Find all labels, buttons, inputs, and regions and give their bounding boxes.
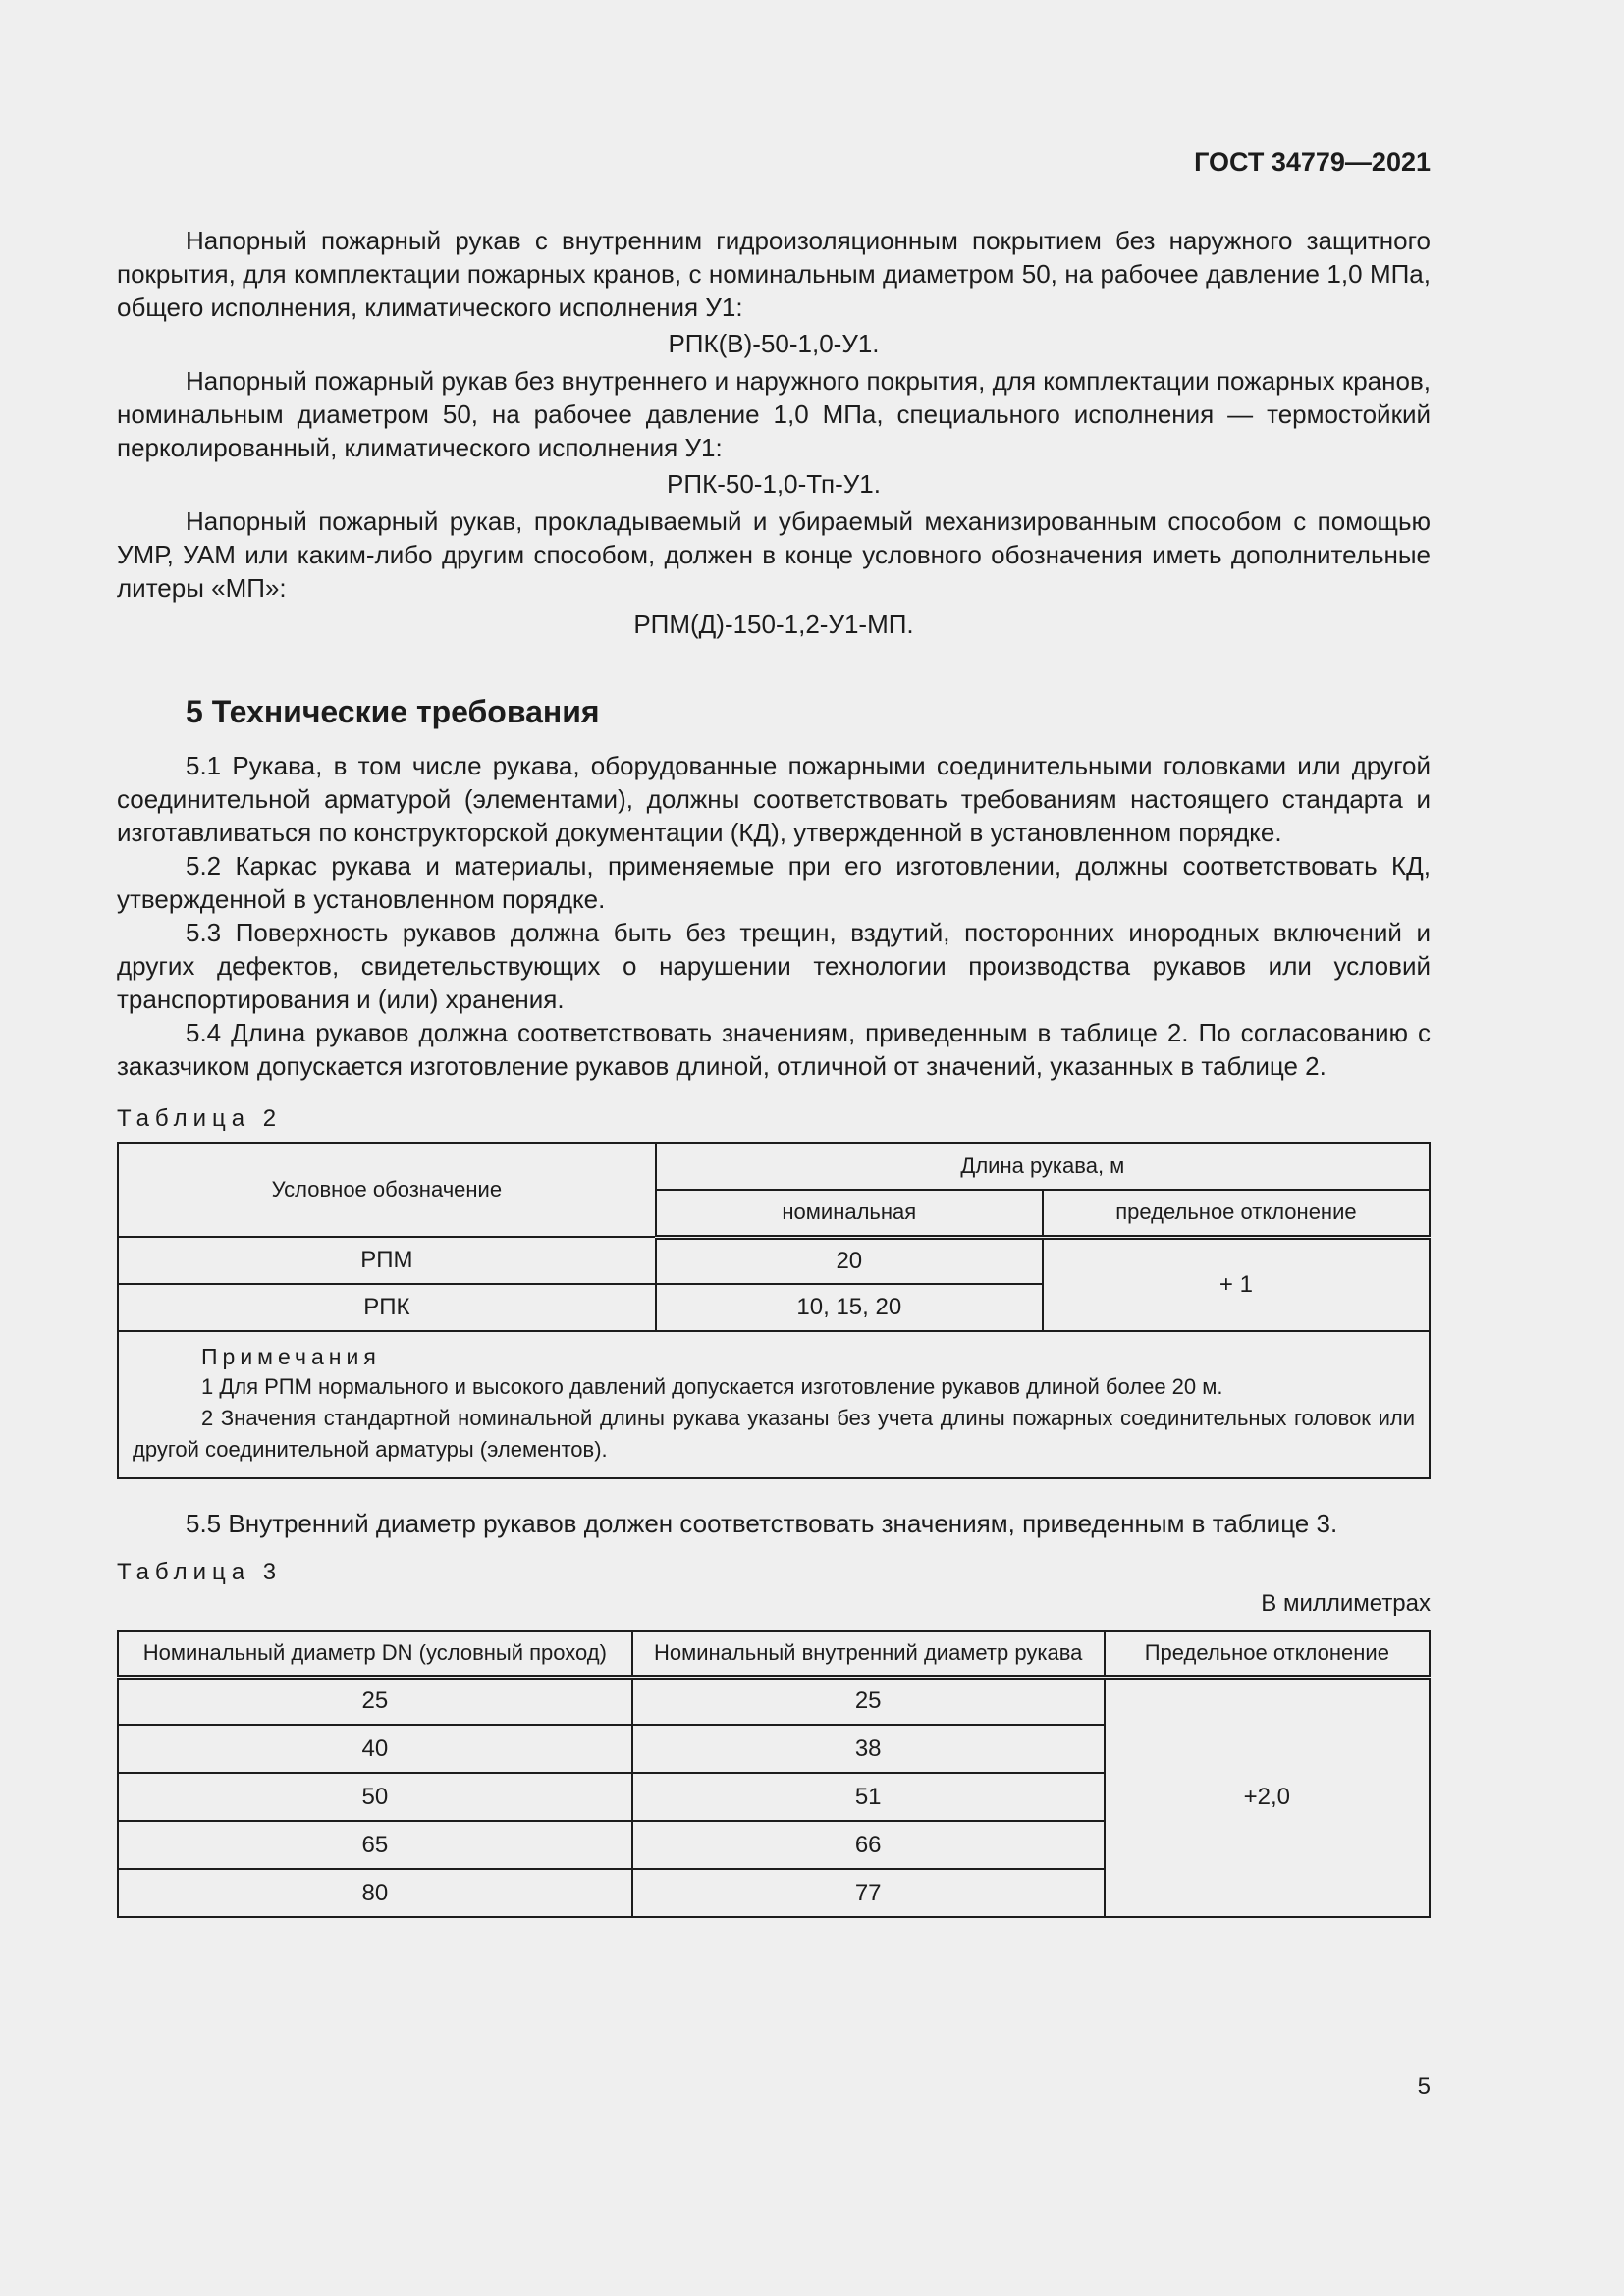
table3-cell-inner: 77 bbox=[632, 1869, 1105, 1917]
table2-cell-nominal: 20 bbox=[656, 1237, 1043, 1284]
table2-header-deviation: предельное отклонение bbox=[1043, 1190, 1430, 1237]
table3-label: Таблица 3 bbox=[117, 1559, 283, 1585]
page-content bbox=[117, 224, 1431, 1918]
table2-cell-nominal: 10, 15, 20 bbox=[656, 1284, 1043, 1331]
table3-header-dn: Номинальный диаметр DN (условный проход) bbox=[118, 1631, 632, 1677]
table2-cell-designation: РПК bbox=[118, 1284, 656, 1331]
notes-title: Примечания bbox=[201, 1344, 381, 1369]
table3-cell-dn: 40 bbox=[118, 1725, 632, 1773]
table2-notes bbox=[118, 1331, 1430, 1478]
clause-5-3: 5.3 Поверхность рукавов должна быть без трещин, вздутий, посторонних инородных включений и других дефектов, свидетельствующих о нарушении технологии производства рукавов или условий транспортирования и (или) хранения. bbox=[117, 918, 1431, 1014]
clause-5-1: 5.1 Рукава, в том числе рукава, оборудованные пожарными соединительными головками или другой соединительной арматурой (элементами), должны соответствовать требованиям настоящего стандарта и изготавливаться по конструкторской документации (КД), утвержденной в установленном порядке. bbox=[117, 751, 1431, 847]
table2-cell-deviation: + 1 bbox=[1043, 1237, 1430, 1331]
table3-cell-inner: 51 bbox=[632, 1773, 1105, 1821]
intro-paragraph-2: Напорный пожарный рукав без внутреннего и наружного покрытия, для комплектации пожарных кранов, номинальным диаметром 50, на рабочее давление 1,0 МПа, специального исполнения — термостойкий перколированный, климатического исполнения У1: bbox=[117, 366, 1431, 462]
table2-header-length: Длина рукава, м bbox=[656, 1143, 1430, 1190]
table3-cell-deviation: +2,0 bbox=[1105, 1677, 1430, 1917]
note-2: 2 Значения стандартной номинальной длины рукава указаны без учета длины пожарных соединительных головок или другой соединительной арматуры (элементов). bbox=[133, 1406, 1415, 1462]
table3-cell-inner: 38 bbox=[632, 1725, 1105, 1773]
clause-5-4: 5.4 Длина рукавов должна соответствовать значениям, приведенным в таблице 2. По согласованию с заказчиком допускается изготовление рукавов длиной, отличной от значений, указанных в таблице 2. bbox=[117, 1018, 1431, 1081]
table2-header-designation: Условное обозначение bbox=[118, 1143, 656, 1237]
designation-example-2: РПК-50-1,0-Тп-У1. bbox=[667, 469, 881, 499]
clause-5-2: 5.2 Каркас рукава и материалы, применяемые при его изготовлении, должны соответствовать КД, утвержденной в установленном порядке. bbox=[117, 851, 1431, 914]
note-1: 1 Для РПМ нормального и высокого давлений допускается изготовление рукавов длиной более 20 м. bbox=[201, 1374, 1223, 1399]
standard-number: ГОСТ 34779—2021 bbox=[1194, 147, 1431, 177]
table3-cell-inner: 66 bbox=[632, 1821, 1105, 1869]
table-2 bbox=[117, 1142, 1431, 1479]
table2-header-nominal: номинальная bbox=[656, 1190, 1043, 1237]
section-title: 5 Технические требования bbox=[186, 694, 600, 729]
table2-cell-designation: РПМ bbox=[118, 1237, 656, 1284]
table3-cell-dn: 25 bbox=[118, 1677, 632, 1725]
table3-cell-dn: 80 bbox=[118, 1869, 632, 1917]
table3-cell-inner: 25 bbox=[632, 1677, 1105, 1725]
designation-example-1: РПК(В)-50-1,0-У1. bbox=[668, 329, 880, 358]
intro-paragraph-1: Напорный пожарный рукав с внутренним гидроизоляционным покрытием без наружного защитного покрытия, для комплектации пожарных кранов, с номинальным диаметром 50, на рабочее давление 1,0 МПа, общего исполнения, климатического исполнения У1: bbox=[117, 226, 1431, 322]
table2-label: Таблица 2 bbox=[117, 1105, 283, 1132]
table3-header-deviation: Предельное отклонение bbox=[1105, 1631, 1430, 1677]
table3-cell-dn: 50 bbox=[118, 1773, 632, 1821]
clause-5-5: 5.5 Внутренний диаметр рукавов должен соответствовать значениям, приведенным в таблице 3. bbox=[186, 1509, 1338, 1538]
page-number: 5 bbox=[1417, 2073, 1431, 2100]
table3-header-inner: Номинальный внутренний диаметр рукава bbox=[632, 1631, 1105, 1677]
designation-example-3: РПМ(Д)-150-1,2-У1-МП. bbox=[633, 610, 914, 639]
units-note: В миллиметрах bbox=[1261, 1590, 1431, 1617]
intro-paragraph-3: Напорный пожарный рукав, прокладываемый и убираемый механизированным способом с помощью УМР, УАМ или каким-либо другим способом, должен в конце условного обозначения иметь дополнительные литеры «МП»: bbox=[117, 507, 1431, 603]
table-3 bbox=[117, 1630, 1431, 1918]
table3-cell-dn: 65 bbox=[118, 1821, 632, 1869]
